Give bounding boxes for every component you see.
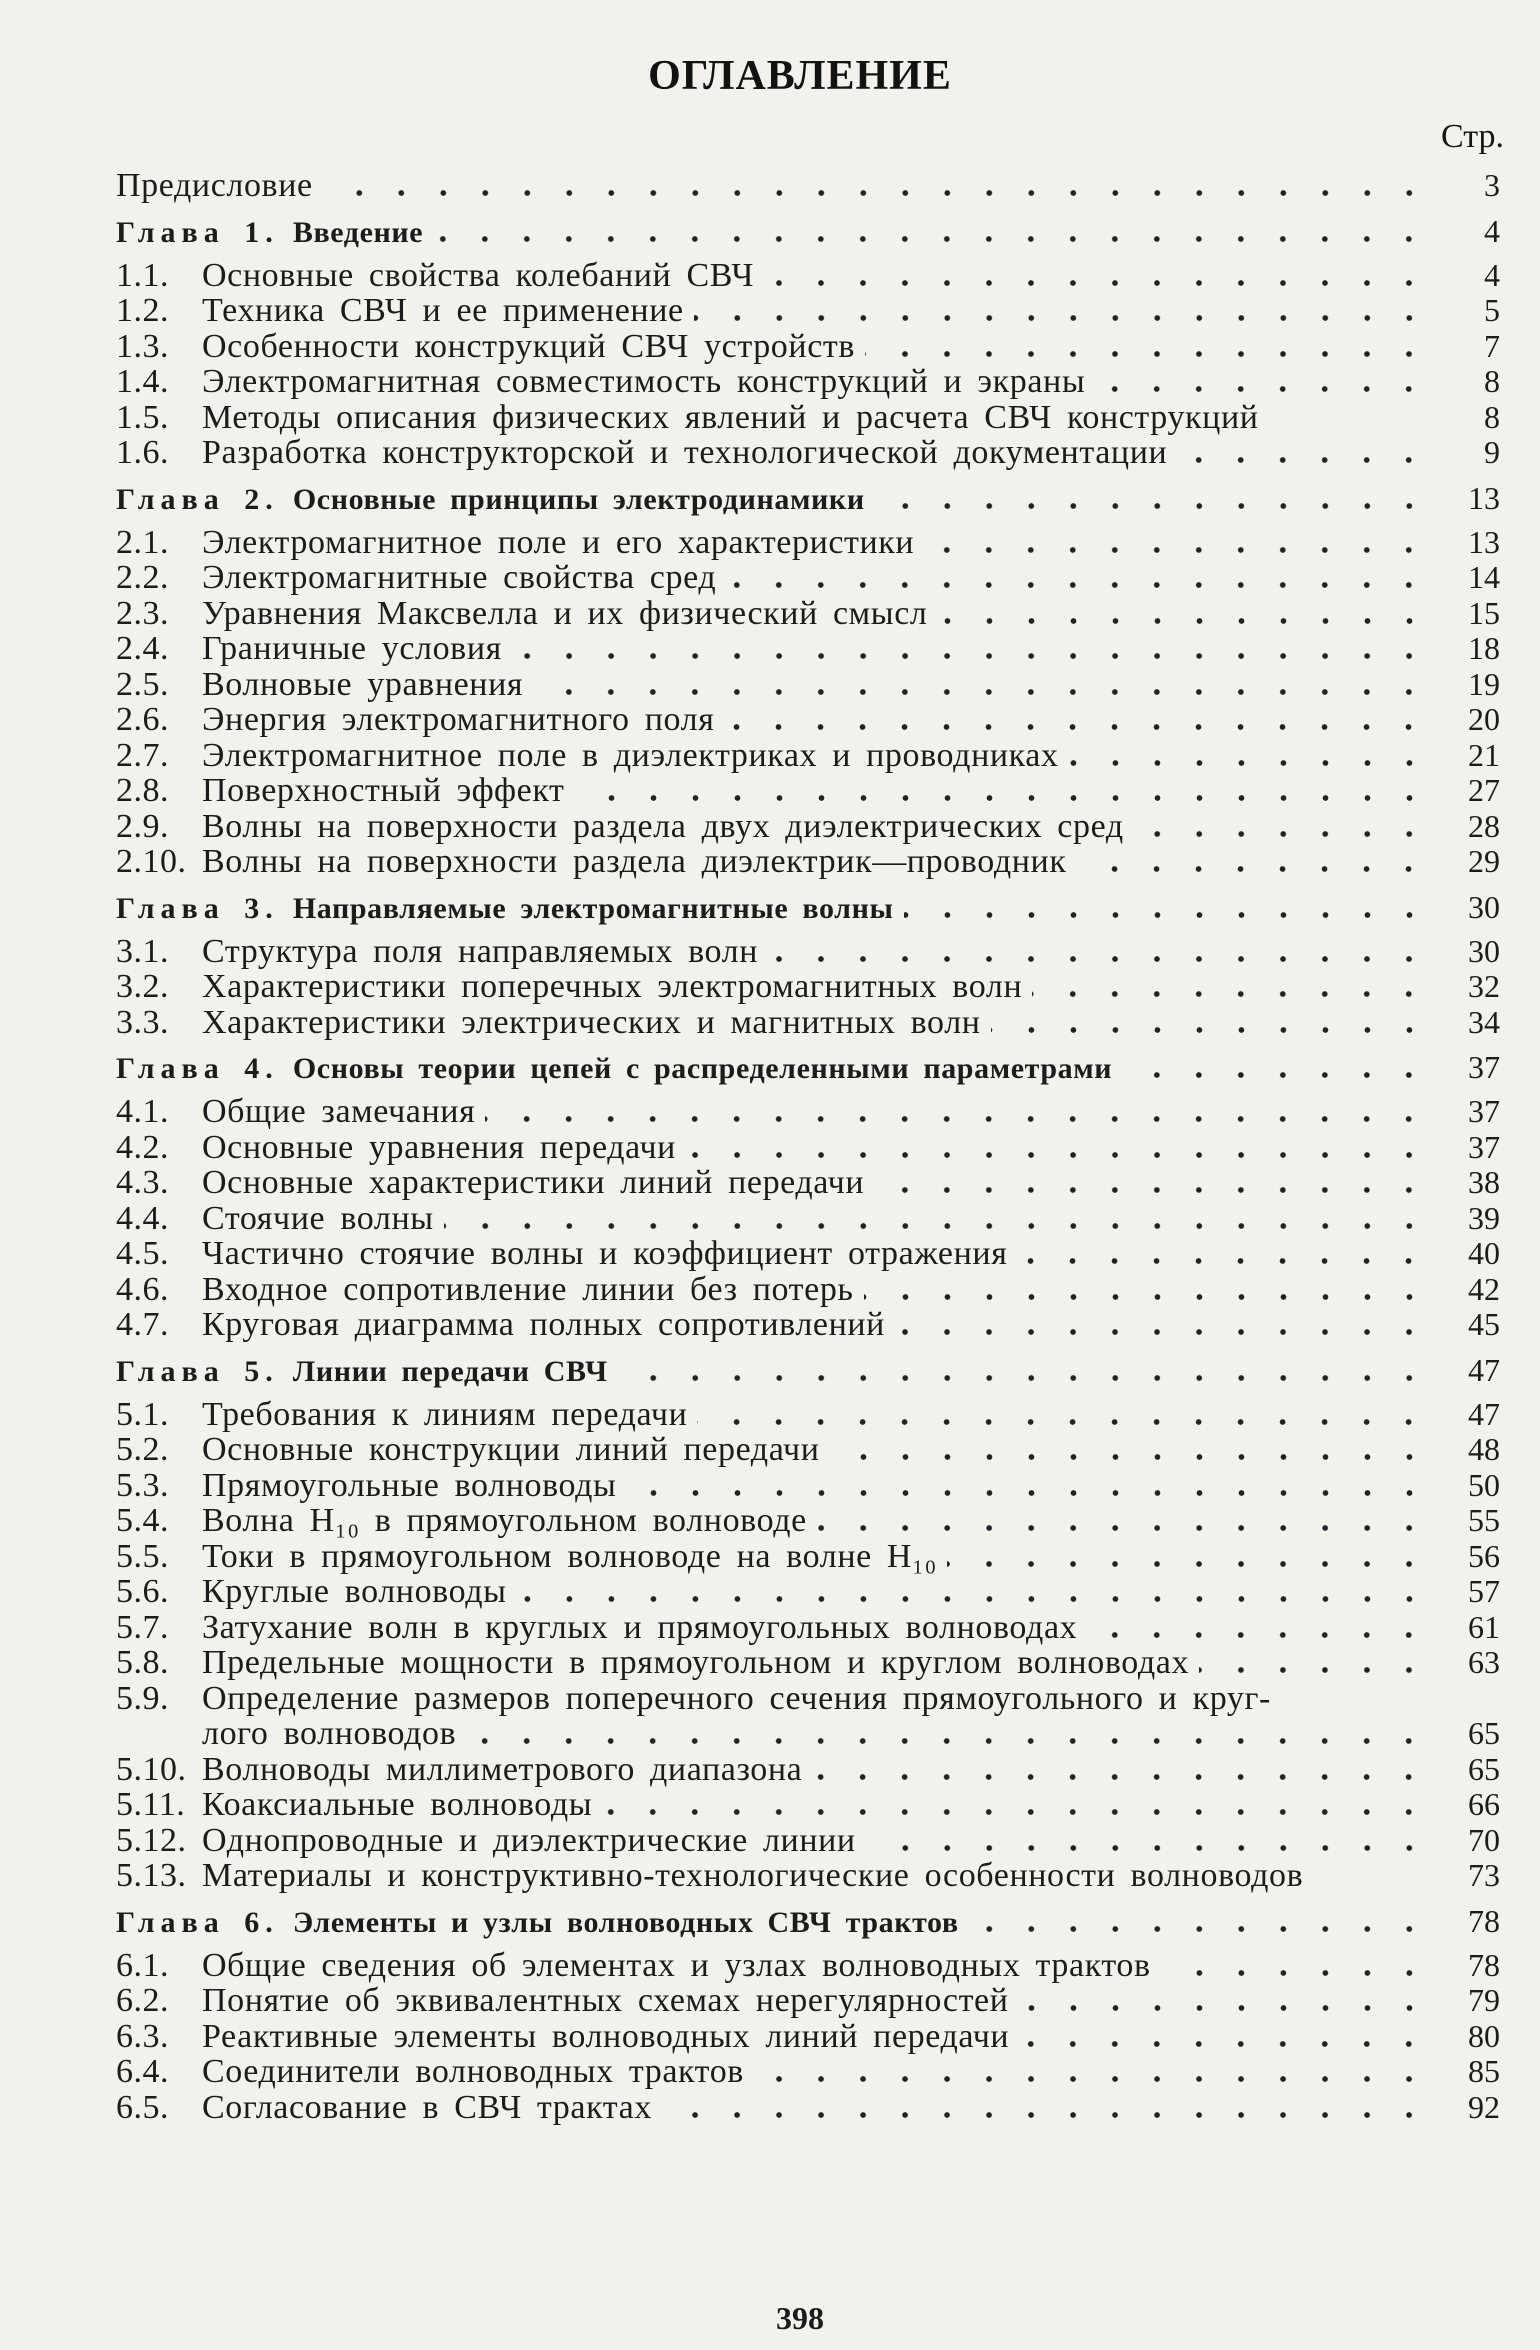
toc-entry bbox=[116, 1165, 1500, 1201]
section-title: Круговая диаграмма полных сопротивлений bbox=[202, 1307, 885, 1343]
toc-entry bbox=[116, 773, 1500, 809]
section-number: 6.4. bbox=[116, 2053, 169, 2090]
toc-entry bbox=[116, 1397, 1500, 1433]
section-title: Основные характеристики линий передачи bbox=[202, 1165, 865, 1201]
dot-leader bbox=[512, 649, 1430, 659]
dot-leader bbox=[875, 499, 1430, 509]
toc-entry bbox=[116, 1236, 1500, 1272]
section-title: Предисловие bbox=[116, 168, 313, 204]
dot-leader bbox=[627, 1486, 1431, 1496]
section-title: Входное сопротивление линии без потерь bbox=[202, 1271, 854, 1307]
toc-entry bbox=[116, 702, 1500, 738]
entry-page-number: 37 bbox=[1468, 1128, 1500, 1165]
section-title: Определение размеров поперечного сечения прямоугольного и круг- bbox=[202, 1680, 1271, 1716]
chapter-title bbox=[116, 882, 894, 936]
dot-leader bbox=[1177, 453, 1430, 463]
section-number: 5.11. bbox=[116, 1786, 186, 1823]
entry-page-number: 78 bbox=[1468, 1946, 1500, 1983]
section-title: Методы описания физических явлений и расчета СВЧ конструкций bbox=[202, 399, 1259, 435]
dot-leader bbox=[1087, 1628, 1430, 1638]
toc-entry bbox=[116, 667, 1500, 703]
chapter-name: Направляемые электромагнитные волны bbox=[292, 891, 894, 925]
chapter-heading bbox=[116, 1040, 1500, 1094]
section-number: 2.9. bbox=[116, 807, 169, 845]
chapter-title bbox=[116, 1896, 959, 1950]
dot-leader bbox=[724, 720, 1430, 730]
toc-entry bbox=[116, 1307, 1500, 1343]
entry-page-number: 40 bbox=[1468, 1235, 1500, 1271]
toc-entry bbox=[116, 1823, 1500, 1859]
toc-entry bbox=[116, 1539, 1500, 1575]
dot-leader bbox=[517, 1592, 1430, 1602]
dot-leader bbox=[323, 186, 1430, 196]
section-number: 5.10. bbox=[116, 1750, 187, 1788]
dot-leader bbox=[1017, 1254, 1430, 1264]
section-title: Граничные условия bbox=[202, 631, 502, 667]
dot-leader bbox=[830, 1450, 1430, 1460]
chapter-heading bbox=[116, 1343, 1500, 1397]
entry-page-number: 30 bbox=[1468, 932, 1500, 969]
section-title: Согласование в СВЧ трактах bbox=[202, 2089, 652, 2125]
entry-page-number: 55 bbox=[1468, 1502, 1500, 1538]
chapter-title bbox=[116, 1345, 608, 1399]
chapter-name: Линии передачи СВЧ bbox=[292, 1354, 608, 1388]
section-title: Волны на поверхности раздела диэлектрик—проводник bbox=[202, 844, 1067, 880]
entry-page-number: 34 bbox=[1468, 1003, 1500, 1040]
chapter-label: Глава 5. bbox=[116, 1354, 279, 1388]
entry-page-number: 50 bbox=[1468, 1466, 1500, 1503]
toc-entry bbox=[116, 525, 1500, 561]
dot-leader bbox=[618, 1371, 1430, 1381]
section-number: 6.5. bbox=[116, 2088, 169, 2126]
section-title: Основные уравнения передачи bbox=[202, 1129, 676, 1165]
dot-leader bbox=[812, 1770, 1430, 1780]
dot-leader bbox=[924, 543, 1430, 553]
section-title: Электромагнитное поле в диэлектриках и проводниках bbox=[202, 737, 1059, 773]
section-title: Основные конструкции линий передачи bbox=[202, 1432, 820, 1468]
page-title: ОГЛАВЛЕНИЕ bbox=[648, 53, 952, 99]
section-number: 3.3. bbox=[116, 1003, 169, 1041]
toc-entry bbox=[116, 258, 1500, 294]
dot-leader bbox=[904, 908, 1430, 918]
toc-entry bbox=[116, 1948, 1500, 1984]
chapter-title bbox=[116, 1042, 1112, 1096]
section-title: Токи в прямоугольном волноводе на волне H₁₀ bbox=[202, 1538, 937, 1574]
dot-leader bbox=[874, 1183, 1430, 1193]
toc-entry bbox=[116, 1752, 1500, 1788]
entry-page-number: 13 bbox=[1468, 479, 1500, 516]
dot-leader bbox=[466, 1734, 1430, 1744]
chapter-label: Глава 3. bbox=[116, 891, 279, 925]
dot-leader bbox=[1069, 756, 1430, 766]
entry-page-number: 18 bbox=[1468, 630, 1500, 666]
section-title: Волноводы миллиметрового диапазона bbox=[202, 1751, 803, 1787]
entry-page-number: 79 bbox=[1468, 1982, 1500, 2018]
section-number: 5.3. bbox=[116, 1466, 169, 1504]
section-number: 5.7. bbox=[116, 1608, 169, 1646]
section-number: 4.4. bbox=[116, 1199, 169, 1237]
section-title: Прямоугольные волноводы bbox=[202, 1467, 617, 1503]
section-title: Требования к линиям передачи bbox=[202, 1396, 688, 1432]
section-number: 3.1. bbox=[116, 932, 169, 970]
section-number: 1.6. bbox=[116, 434, 169, 471]
section-number: 4.2. bbox=[116, 1128, 169, 1166]
entry-page-number: 9 bbox=[1484, 434, 1500, 470]
page-number: 398 bbox=[776, 2300, 824, 2336]
entry-page-number: 80 bbox=[1468, 2017, 1500, 2054]
dot-leader bbox=[1269, 418, 1430, 428]
section-title: Уравнения Максвелла и их физический смысл bbox=[202, 595, 928, 631]
toc-entry bbox=[116, 1005, 1500, 1041]
dot-leader bbox=[697, 1415, 1430, 1425]
toc-entry bbox=[116, 809, 1500, 845]
section-title: Понятие об эквивалентных схемах нерегулярностей bbox=[202, 1983, 1009, 2019]
section-title: Однопроводные и диэлектрические линии bbox=[202, 1822, 856, 1858]
dot-leader bbox=[1313, 1876, 1430, 1886]
dot-leader bbox=[754, 2072, 1430, 2082]
chapter-label: Глава 4. bbox=[116, 1052, 279, 1085]
entry-page-number: 61 bbox=[1468, 1608, 1500, 1645]
chapter-title bbox=[116, 206, 423, 260]
toc-entry bbox=[116, 1983, 1500, 2019]
section-number: 6.2. bbox=[116, 1982, 169, 2019]
toc-entry bbox=[116, 329, 1500, 365]
section-number: 4.7. bbox=[116, 1306, 169, 1343]
section-number: 2.6. bbox=[116, 701, 169, 738]
toc-entry bbox=[116, 1094, 1500, 1130]
entry-page-number: 66 bbox=[1468, 1786, 1500, 1822]
chapter-heading bbox=[116, 880, 1500, 934]
toc-entry bbox=[116, 1681, 1500, 1717]
entry-page-number: 63 bbox=[1468, 1644, 1500, 1680]
section-title: Затухание волн в круглых и прямоугольных волноводах bbox=[202, 1609, 1078, 1645]
dot-leader bbox=[1095, 382, 1430, 392]
dot-leader bbox=[865, 347, 1430, 357]
toc-entry bbox=[116, 168, 1500, 204]
dot-leader bbox=[433, 232, 1430, 242]
section-title: Особенности конструкций СВЧ устройств bbox=[202, 328, 855, 364]
chapter-label: Глава 1. bbox=[116, 215, 279, 249]
entry-page-number: 8 bbox=[1484, 363, 1500, 399]
entry-page-number: 47 bbox=[1468, 1395, 1500, 1432]
toc-entry bbox=[116, 2019, 1500, 2055]
section-number: 5.2. bbox=[116, 1431, 169, 1468]
toc-entry bbox=[116, 738, 1500, 774]
entry-page-number: 45 bbox=[1468, 1306, 1500, 1342]
section-number: 5.1. bbox=[116, 1395, 169, 1433]
section-number: 1.3. bbox=[116, 327, 169, 365]
section-number: 5.13. bbox=[116, 1857, 187, 1894]
dot-leader bbox=[686, 1148, 1430, 1158]
chapter-title bbox=[116, 473, 865, 527]
entry-page-number: 8 bbox=[1484, 398, 1500, 435]
entry-page-number: 27 bbox=[1468, 772, 1500, 808]
entry-page-number: 3 bbox=[1484, 167, 1500, 203]
toc-entry bbox=[116, 2054, 1500, 2090]
toc-entry bbox=[116, 1645, 1500, 1681]
entry-page-number: 47 bbox=[1468, 1351, 1500, 1388]
section-title: лого волноводов bbox=[202, 1716, 457, 1752]
toc-entry bbox=[116, 1503, 1500, 1539]
dot-leader bbox=[726, 578, 1430, 588]
section-title: Материалы и конструктивно-технологические особенности волноводов bbox=[202, 1858, 1304, 1894]
entry-page-number: 37 bbox=[1468, 1093, 1500, 1129]
section-title: Электромагнитные свойства сред bbox=[202, 560, 717, 596]
section-number: 5.8. bbox=[116, 1644, 169, 1681]
chapter-name: Основные принципы электродинамики bbox=[292, 482, 865, 516]
section-number: 1.4. bbox=[116, 363, 169, 400]
toc-entry bbox=[116, 596, 1500, 632]
section-title: Коаксиальные волноводы bbox=[202, 1787, 593, 1823]
entry-page-number: 21 bbox=[1468, 736, 1500, 773]
dot-leader bbox=[602, 1805, 1430, 1815]
section-number: 4.1. bbox=[116, 1093, 169, 1130]
dot-leader bbox=[817, 1521, 1430, 1531]
section-title: Характеристики электрических и магнитных волн bbox=[202, 1004, 981, 1040]
dot-leader bbox=[768, 952, 1430, 962]
toc-entry bbox=[116, 364, 1500, 400]
chapter-name: Элементы и узлы волноводных СВЧ трактов bbox=[292, 1905, 959, 1939]
chapter-label: Глава 2. bbox=[116, 482, 279, 516]
dot-leader bbox=[1134, 827, 1430, 837]
section-title: Электромагнитное поле и его характеристики bbox=[202, 524, 915, 560]
section-number: 1.5. bbox=[116, 398, 169, 436]
section-title: Электромагнитная совместимость конструкций и экраны bbox=[202, 364, 1086, 400]
toc-entry bbox=[116, 293, 1500, 329]
toc-entry bbox=[116, 844, 1500, 880]
chapter-heading bbox=[116, 471, 1500, 525]
entry-page-number: 42 bbox=[1468, 1270, 1500, 1307]
dot-leader bbox=[694, 311, 1430, 321]
section-title: Стоячие волны bbox=[202, 1200, 434, 1236]
section-title: Реактивные элементы волноводных линий передачи bbox=[202, 2018, 1010, 2054]
toc-entry bbox=[116, 1272, 1500, 1308]
entry-page-number: 39 bbox=[1468, 1199, 1500, 1236]
toc-entry bbox=[116, 560, 1500, 596]
entry-page-number: 5 bbox=[1484, 292, 1500, 328]
toc-entry bbox=[116, 400, 1500, 436]
dot-leader bbox=[969, 1922, 1430, 1932]
dot-leader bbox=[1019, 2037, 1430, 2047]
entry-page-number: 37 bbox=[1468, 1049, 1500, 1085]
dot-leader bbox=[1076, 862, 1430, 872]
section-title: Общие сведения об элементах и узлах волноводных трактов bbox=[202, 1947, 1151, 1983]
toc-entry bbox=[116, 1468, 1500, 1504]
section-title: Структура поля направляемых волн bbox=[202, 933, 758, 969]
section-title: Соединители волноводных трактов bbox=[202, 2054, 744, 2090]
section-number: 5.12. bbox=[116, 1821, 187, 1859]
chapter-name: Основы теории цепей с распределенными параметрами bbox=[292, 1052, 1113, 1085]
section-title: Разработка конструкторской и технологической документации bbox=[202, 435, 1168, 471]
entry-page-number: 38 bbox=[1468, 1164, 1500, 1200]
entry-page-number: 32 bbox=[1468, 968, 1500, 1004]
dot-leader bbox=[947, 1557, 1430, 1567]
section-number: 2.7. bbox=[116, 736, 169, 774]
section-number: 1.1. bbox=[116, 256, 169, 294]
section-number: 5.6. bbox=[116, 1573, 169, 1610]
entry-page-number: 65 bbox=[1468, 1750, 1500, 1787]
section-title: Основные свойства колебаний СВЧ bbox=[202, 257, 755, 293]
toc-entry bbox=[116, 1201, 1500, 1237]
toc-entry bbox=[116, 2090, 1500, 2126]
section-number: 2.4. bbox=[116, 630, 169, 667]
toc-entry bbox=[116, 1574, 1500, 1610]
section-title: Поверхностный эффект bbox=[202, 773, 565, 809]
dot-leader bbox=[938, 614, 1431, 624]
section-number: 5.4. bbox=[116, 1502, 169, 1539]
page-column-label: Стр. bbox=[1440, 118, 1504, 155]
toc-entry bbox=[116, 1858, 1500, 1894]
section-title: Предельные мощности в прямоугольном и круглом волноводах bbox=[202, 1645, 1190, 1681]
dot-leader bbox=[866, 1841, 1430, 1851]
toc-entry-continuation bbox=[116, 1716, 1500, 1752]
dot-leader bbox=[991, 1023, 1430, 1033]
toc-entry bbox=[116, 631, 1500, 667]
dot-leader bbox=[1019, 2001, 1430, 2011]
section-number: 5.5. bbox=[116, 1537, 169, 1575]
dot-leader bbox=[444, 1219, 1430, 1229]
dot-leader bbox=[662, 2108, 1430, 2118]
toc-entry bbox=[116, 1610, 1500, 1646]
dot-leader bbox=[1122, 1068, 1430, 1078]
entry-page-number: 29 bbox=[1468, 843, 1500, 879]
section-title: Волна H₁₀ в прямоугольном волноводе bbox=[202, 1503, 807, 1539]
dot-leader bbox=[1032, 987, 1430, 997]
entry-page-number: 30 bbox=[1468, 888, 1500, 925]
section-number: 2.3. bbox=[116, 594, 169, 632]
section-number: 2.8. bbox=[116, 772, 169, 809]
section-number: 2.5. bbox=[116, 665, 169, 703]
section-title: Общие замечания bbox=[202, 1094, 476, 1130]
section-number: 4.3. bbox=[116, 1164, 169, 1201]
table-of-contents bbox=[116, 168, 1500, 2125]
entry-page-number: 7 bbox=[1484, 327, 1500, 364]
chapter-heading bbox=[116, 204, 1500, 258]
chapter-name: Введение bbox=[292, 215, 424, 249]
entry-page-number: 92 bbox=[1468, 2088, 1500, 2125]
chapter-label: Глава 6. bbox=[116, 1905, 279, 1939]
entry-page-number: 78 bbox=[1468, 1902, 1500, 1939]
entry-page-number: 13 bbox=[1468, 523, 1500, 560]
toc-entry bbox=[116, 1432, 1500, 1468]
section-title: Круглые волноводы bbox=[202, 1574, 507, 1610]
entry-page-number: 4 bbox=[1484, 212, 1500, 249]
entry-page-number: 48 bbox=[1468, 1431, 1500, 1467]
section-title: Волновые уравнения bbox=[202, 666, 524, 702]
section-number: 5.9. bbox=[116, 1679, 169, 1717]
toc-entry bbox=[116, 934, 1500, 970]
section-number: 6.1. bbox=[116, 1946, 169, 1984]
section-number: 1.2. bbox=[116, 292, 169, 329]
toc-entry bbox=[116, 1130, 1500, 1166]
entry-page-number: 15 bbox=[1468, 594, 1500, 631]
entry-page-number: 85 bbox=[1468, 2053, 1500, 2089]
dot-leader bbox=[864, 1290, 1430, 1300]
dot-leader bbox=[1199, 1663, 1430, 1673]
entry-page-number: 4 bbox=[1484, 256, 1500, 293]
chapter-heading bbox=[116, 1894, 1500, 1948]
section-number: 2.2. bbox=[116, 559, 169, 596]
entry-page-number: 56 bbox=[1468, 1537, 1500, 1574]
entry-page-number: 19 bbox=[1468, 665, 1500, 702]
section-number: 2.1. bbox=[116, 523, 169, 561]
toc-entry bbox=[116, 1787, 1500, 1823]
entry-page-number: 57 bbox=[1468, 1573, 1500, 1609]
dot-leader bbox=[1281, 1699, 1430, 1709]
dot-leader bbox=[575, 791, 1431, 801]
entry-page-number: 65 bbox=[1468, 1715, 1500, 1751]
section-title: Техника СВЧ и ее применение bbox=[202, 293, 684, 329]
dot-leader bbox=[764, 276, 1430, 286]
entry-page-number: 14 bbox=[1468, 559, 1500, 595]
entry-page-number: 70 bbox=[1468, 1821, 1500, 1858]
toc-entry bbox=[116, 435, 1500, 471]
dot-leader bbox=[485, 1112, 1430, 1122]
entry-page-number: 20 bbox=[1468, 701, 1500, 737]
entry-page-number: 28 bbox=[1468, 807, 1500, 844]
dot-leader bbox=[895, 1325, 1430, 1335]
section-number: 4.5. bbox=[116, 1235, 169, 1272]
section-number: 2.10. bbox=[116, 843, 187, 880]
dot-leader bbox=[1161, 1966, 1430, 1976]
section-number: 4.6. bbox=[116, 1270, 169, 1308]
dot-leader bbox=[533, 685, 1430, 695]
section-number: 6.3. bbox=[116, 2017, 169, 2055]
section-title: Волны на поверхности раздела двух диэлектрических сред bbox=[202, 808, 1124, 844]
entry-page-number: 73 bbox=[1468, 1857, 1500, 1893]
section-title: Характеристики поперечных электромагнитных волн bbox=[202, 969, 1023, 1005]
toc-entry bbox=[116, 969, 1500, 1005]
section-number: 3.2. bbox=[116, 968, 169, 1005]
section-title: Энергия электромагнитного поля bbox=[202, 702, 715, 738]
section-title: Частично стоячие волны и коэффициент отражения bbox=[202, 1236, 1008, 1272]
